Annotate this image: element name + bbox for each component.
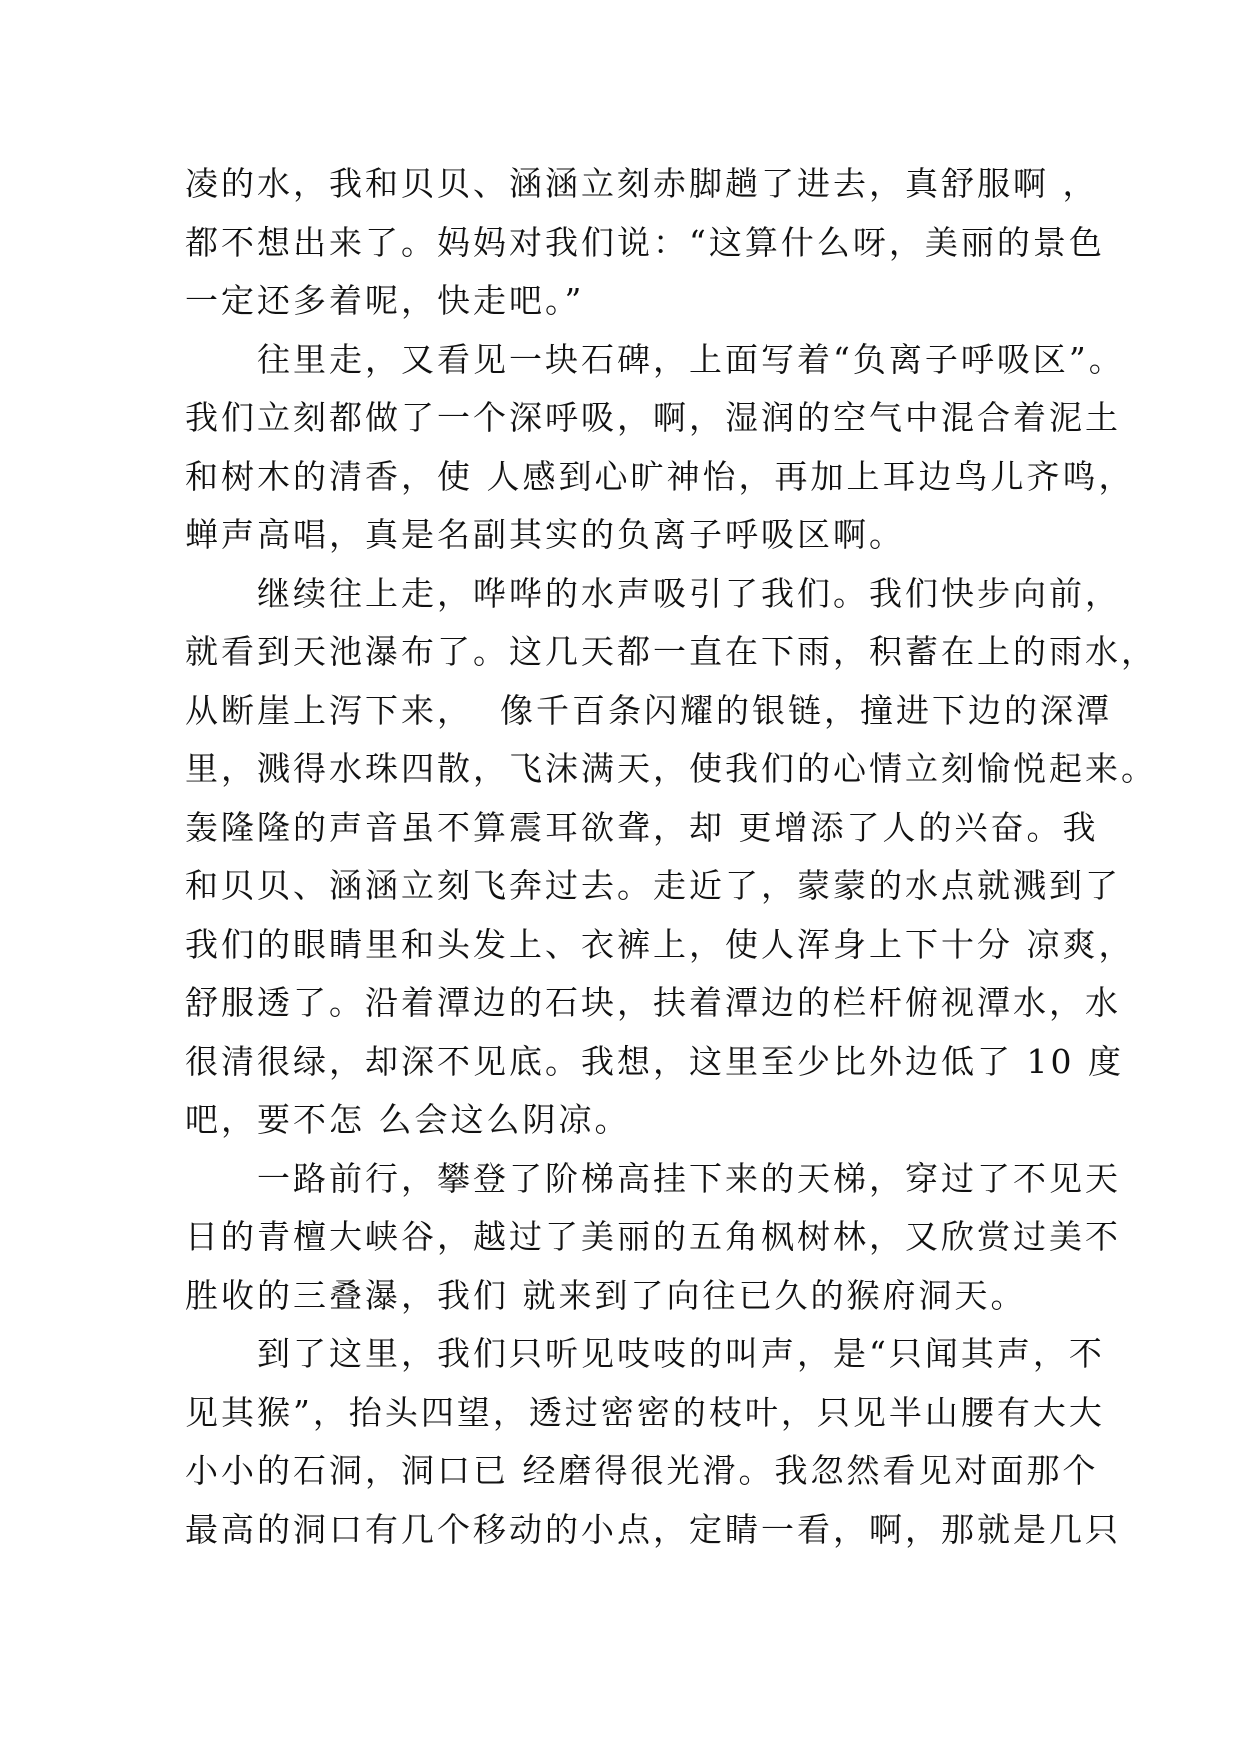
text-line: 吧，要不怎 么会这么阴凉。	[185, 1100, 631, 1139]
text-line: 凌的水，我和贝贝、涵涵立刻赤脚趟了进去，真舒服啊 ，	[185, 164, 1099, 203]
text-line: 一定还多着呢，快走吧。”	[185, 281, 585, 320]
text-line: 都不想出来了。妈妈对我们说：“这算什么呀，美丽的景色	[185, 222, 1105, 262]
text-line: 蝉声高唱，真是名副其实的负离子呼吸区啊。	[185, 515, 905, 554]
body-text	[185, 155, 1157, 1559]
text-line: 到了这里，我们只听见吱吱的叫声，是“只闻其声，不	[257, 1334, 1105, 1373]
text-line: 和树木的清香，使 人感到心旷神怡，再加上耳边鸟儿齐鸣，	[185, 456, 1135, 496]
text-line: 一路前行，攀登了阶梯高挂下来的天梯，穿过了不见天	[257, 1158, 1121, 1198]
text-line: 我们的眼睛里和头发上、衣裤上，使人浑身上下十分 凉爽，	[185, 924, 1135, 964]
text-line: 从断崖上泻下来， 像千百条闪耀的银链，撞进下边的深潭	[185, 690, 1112, 730]
text-line: 很清很绿，却深不见底。我想，这里至少比外边低了 10 度	[185, 1041, 1124, 1081]
text-line: 小小的石洞，洞口已 经磨得很光滑。我忽然看见对面那个	[185, 1451, 1099, 1490]
text-line: 往里走，又看见一块石碑，上面写着“负离子呼吸区”。	[257, 339, 1125, 379]
text-line: 里，溅得水珠四散，飞沫满天，使我们的心情立刻愉悦起来。	[185, 749, 1157, 788]
text-line: 轰隆隆的声音虽不算震耳欲聋，却 更增添了人的兴奋。我	[185, 807, 1099, 847]
text-line: 见其猴”，抬头四望，透过密密的枝叶，只见半山腰有大大	[185, 1392, 1105, 1432]
text-line: 继续往上走，哗哗的水声吸引了我们。我们快步向前，	[257, 573, 1121, 613]
text-line: 就看到天池瀑布了。这几天都一直在下雨，积蓄在上的雨水，	[185, 632, 1157, 671]
text-line: 最高的洞口有几个移动的小点，定睛一看，啊，那就是几只	[185, 1509, 1121, 1549]
text-line: 胜收的三叠瀑，我们 就来到了向往已久的猴府洞天。	[185, 1275, 1027, 1315]
text-line: 和贝贝、涵涵立刻飞奔过去。走近了，蒙蒙的水点就溅到了	[185, 866, 1121, 905]
text-line: 我们立刻都做了一个深呼吸，啊，湿润的空气中混合着泥土	[185, 398, 1121, 437]
text-line: 舒服透了。沿着潭边的石块，扶着潭边的栏杆俯视潭水，水	[185, 983, 1121, 1022]
text-line: 日的青檀大峡谷，越过了美丽的五角枫树林，又欣赏过美不	[185, 1217, 1121, 1256]
